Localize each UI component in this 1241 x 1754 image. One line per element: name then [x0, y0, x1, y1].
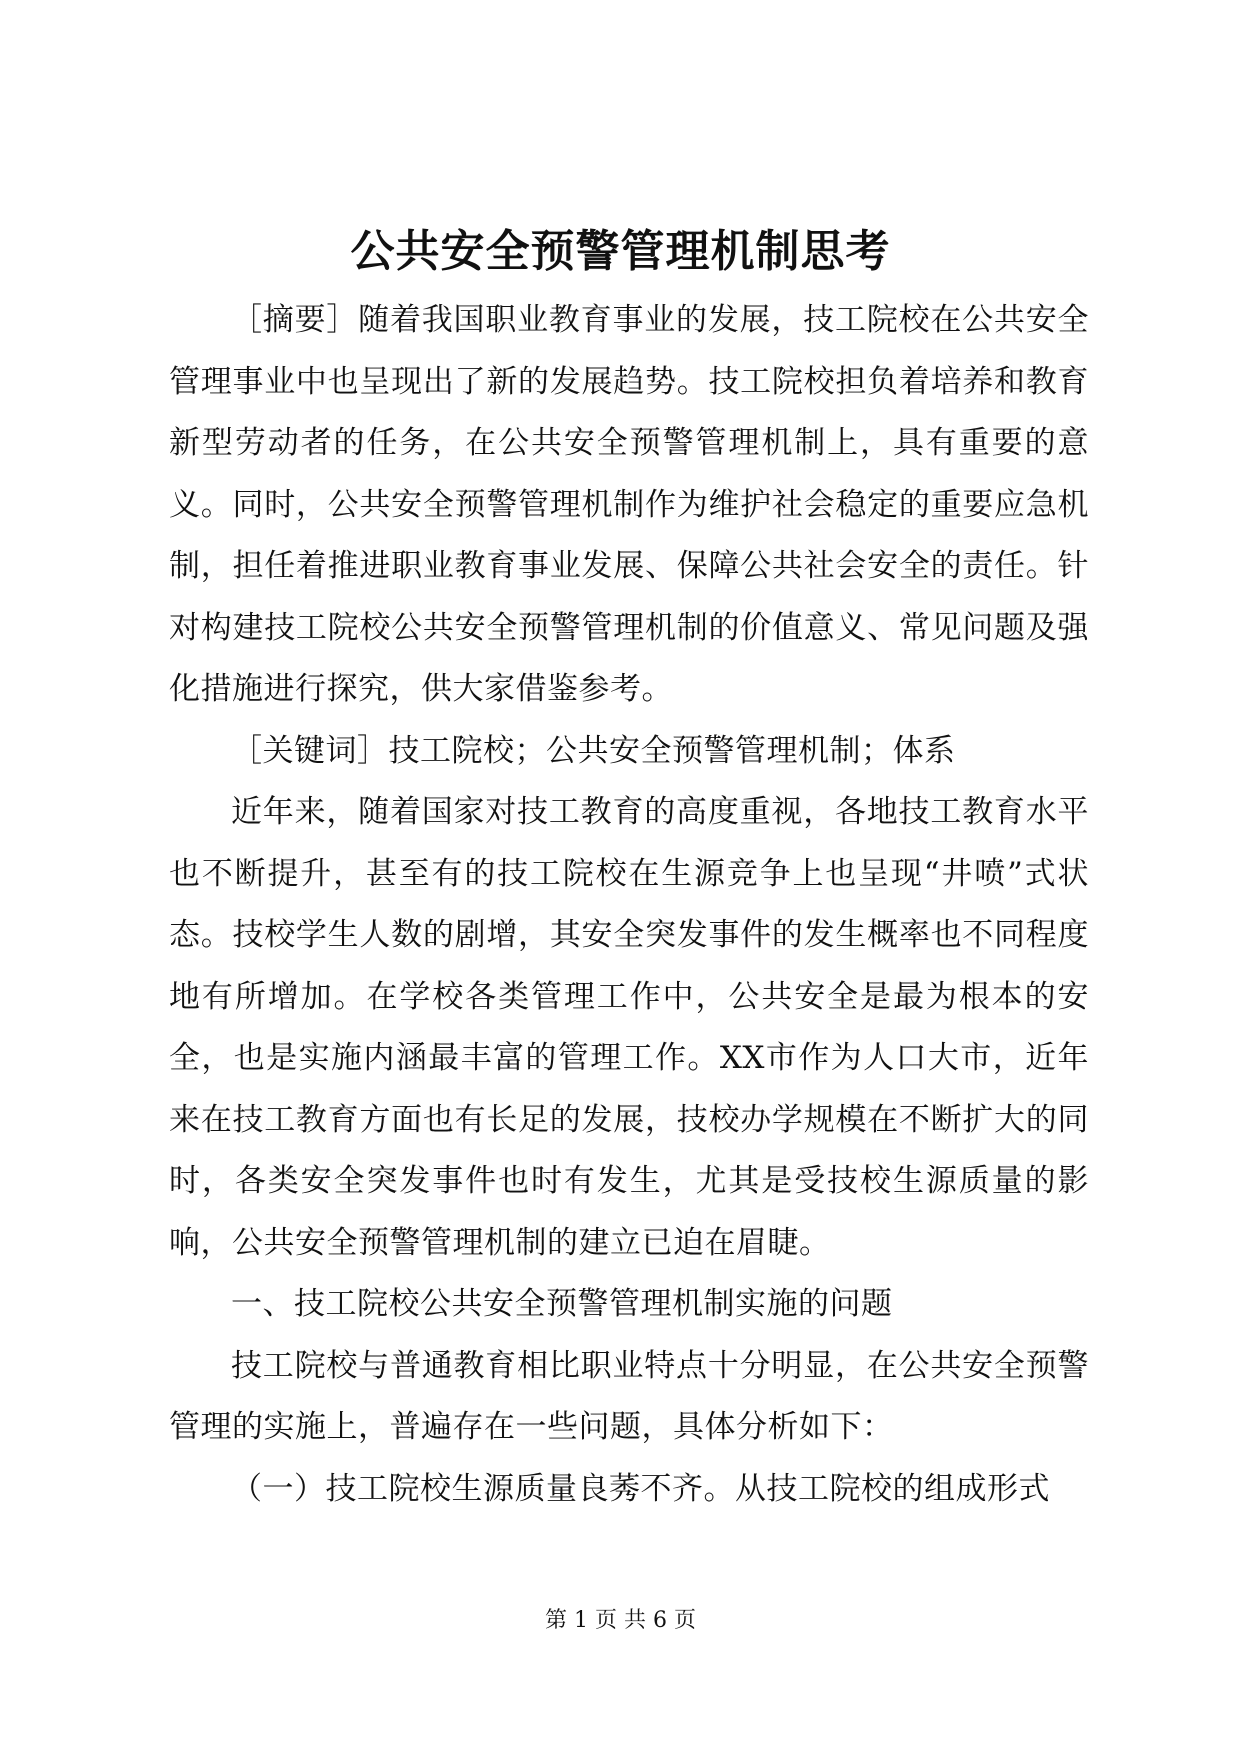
document-title: 公共安全预警管理机制思考	[350, 226, 891, 277]
abstract-paragraph: ［摘要］随着我国职业教育事业的发展，技工院校在公共安全管理事业中也呈现出了新的发展趋势。技工院校担负着培养和教育新型劳动者的任务，在公共安全预警管理机制上，具有重要的意义。同时，公共安全预警管理机制作为维护社会稳定的重要应急机制，担任着推进职业教育事业发展、保障公共社会安全的责任。针对构建技工院校公共安全预警管理机制的价值意义、常见问题及强化措施进行探究，供大家借鉴参考。	[169, 302, 1089, 707]
page-footer: 第 1 页 共 6 页	[545, 1608, 696, 1633]
keywords-paragraph: ［关键词］技工院校；公共安全预警管理机制；体系	[231, 732, 956, 769]
intro-paragraph: 近年来，随着国家对技工教育的高度重视，各地技工教育水平也不断提升，甚至有的技工院校在生源竞争上也呈现“井喷”式状态。技校学生人数的剧增，其安全突发事件的发生概率也不同程度地有所增加。在学校各类管理工作中，公共安全是最为根本的安全，也是实施内涵最丰富的管理工作。XX市作为人口大市，近年来在技工教育方面也有长足的发展，技校办学规模在不断扩大的同时，各类安全突发事件也时有发生，尤其是受技校生源质量的影响，公共安全预警管理机制的建立已迫在眉睫。	[169, 794, 1089, 1261]
section-heading: 一、技工院校公共安全预警管理机制实施的问题	[231, 1286, 893, 1322]
section-intro-paragraph: 技工院校与普通教育相比职业特点十分明显，在公共安全预警管理的实施上，普遍存在一些问题，具体分析如下：	[169, 1347, 1089, 1445]
subsection-paragraph: （一）技工院校生源质量良莠不齐。从技工院校的组成形式	[231, 1470, 1050, 1507]
document-body	[169, 290, 1089, 1520]
